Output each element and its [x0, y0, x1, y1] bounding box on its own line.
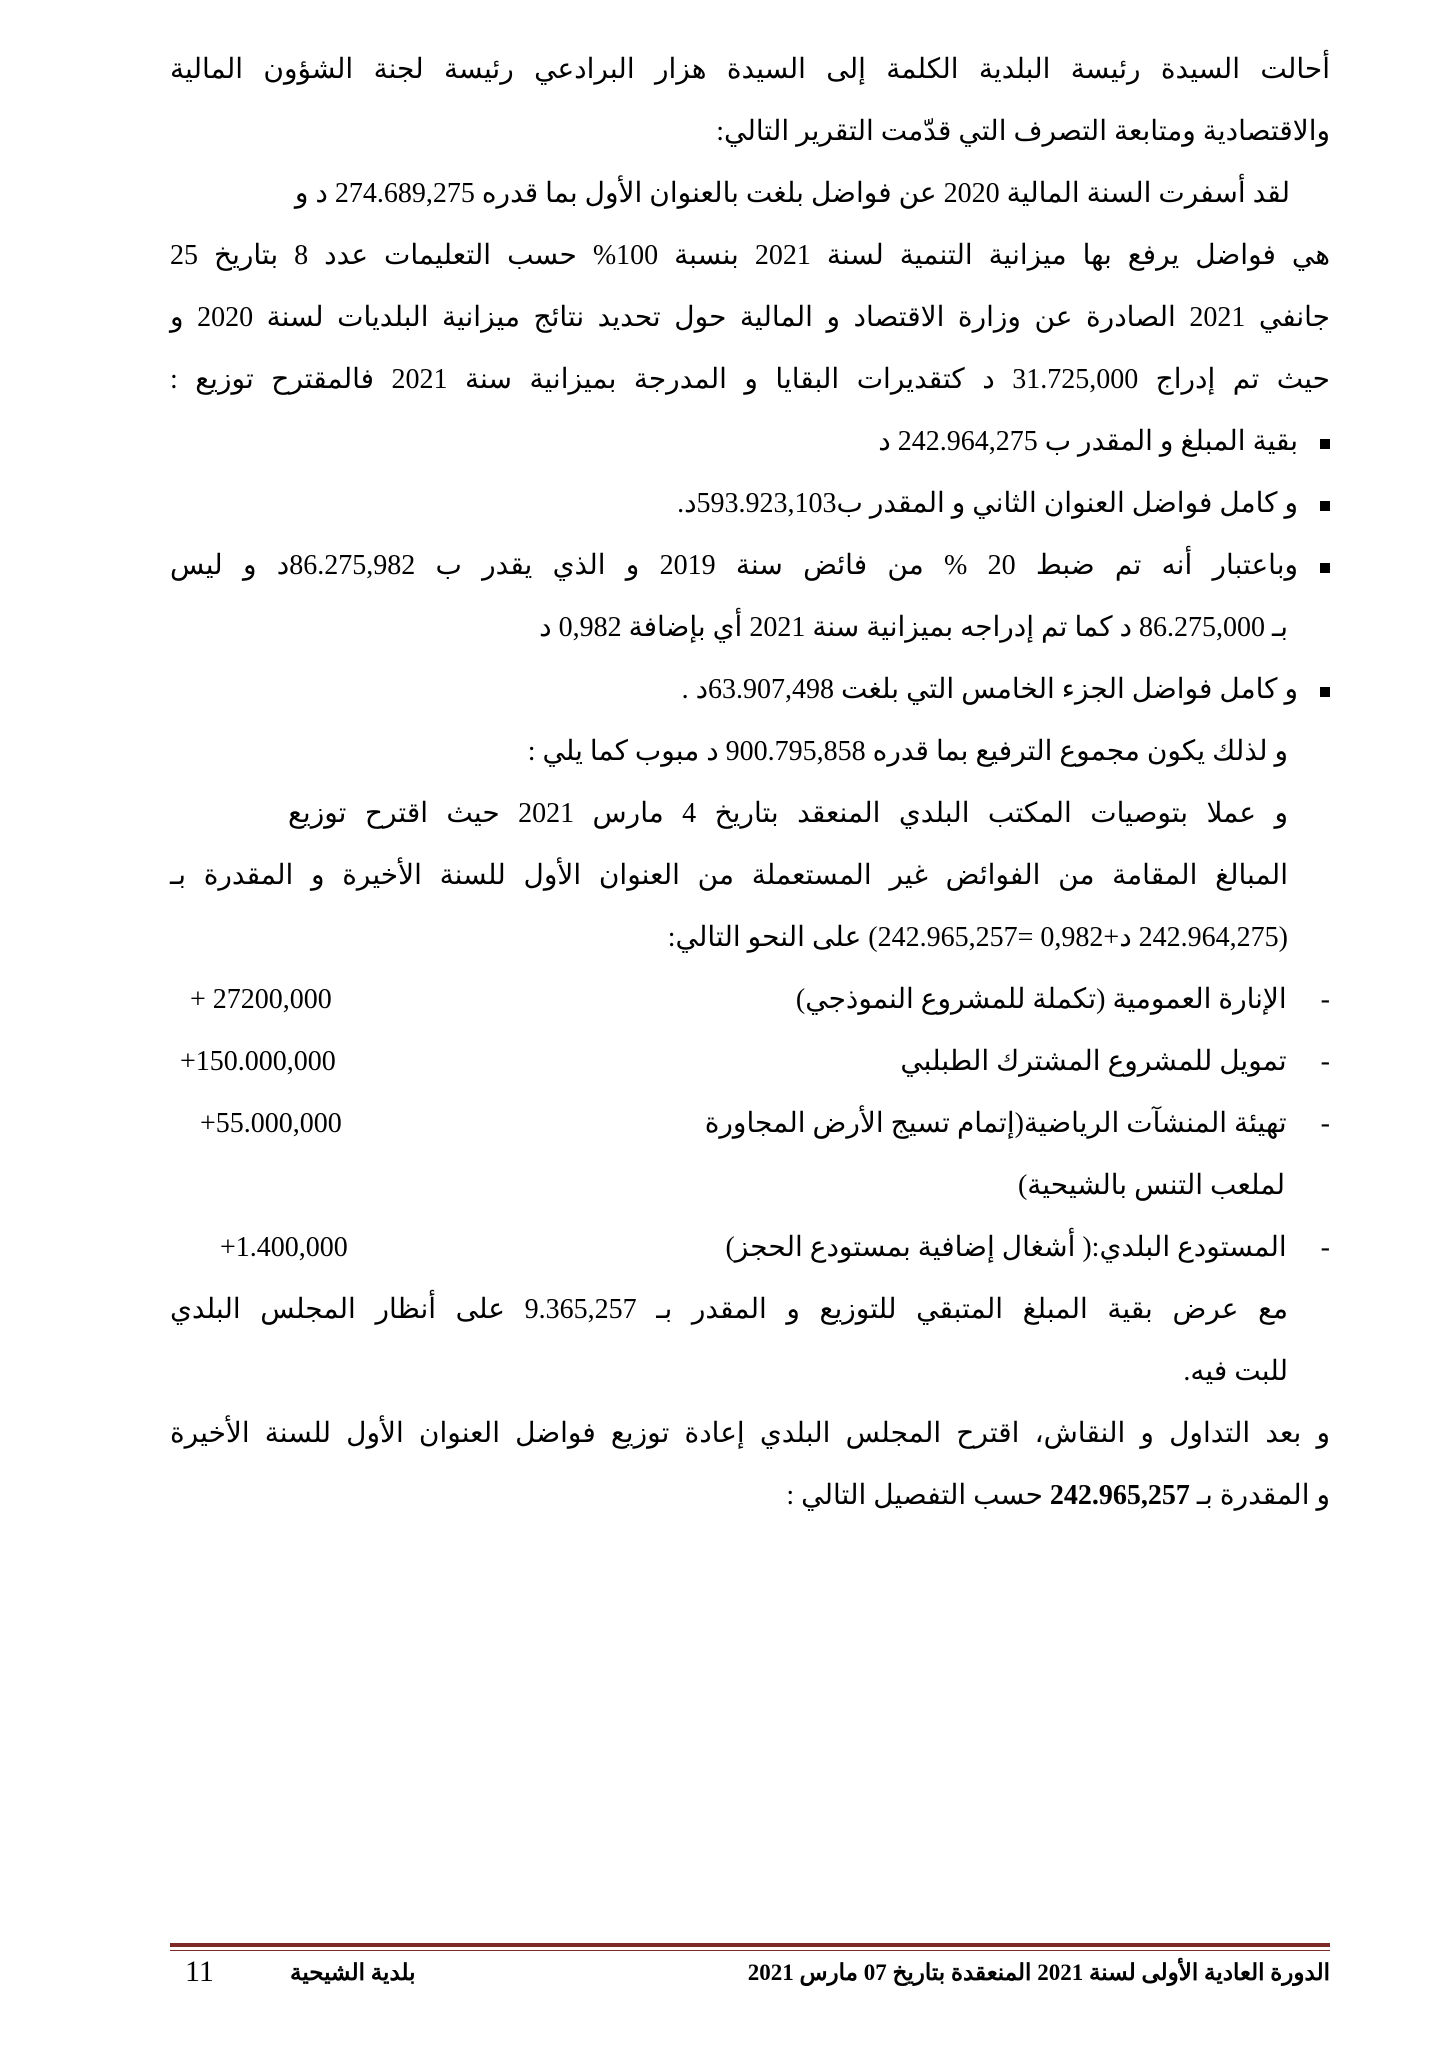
- bullet-square-icon: [1320, 563, 1330, 573]
- bullet-square-icon: [1320, 439, 1330, 449]
- bullet-square-icon: [1320, 687, 1330, 697]
- paragraph-line: هي فواضل يرفع بها ميزانية التنمية لسنة 2021 بنسبة 100% حسب التعليمات عدد 8 بتاريخ 25: [170, 240, 1331, 271]
- paragraph-line: للبت فيه.: [1183, 1356, 1288, 1387]
- paragraph-line: المبالغ المقامة من الفوائض غير المستعملة من العنوان الأول للسنة الأخيرة و المقدرة بـ: [170, 860, 1288, 891]
- paragraph-line: (242.964,275 د+0,982 =242.965,257) على النحو التالي:: [667, 922, 1288, 953]
- paragraph-line: لقد أسفرت السنة المالية 2020 عن فواضل بلغت بالعنوان الأول بما قدره 274.689,275 د و: [294, 178, 1290, 209]
- paragraph-line: أحالت السيدة رئيسة البلدية الكلمة إلى السيدة هزار البرادعي رئيسة لجنة الشؤون المالية: [170, 54, 1330, 85]
- allocation-item-continuation: لملعب التنس بالشيحية): [1017, 1170, 1285, 1201]
- allocation-amount: +1.400,000: [220, 1232, 348, 1263]
- document-page: [170, 40, 1330, 2000]
- footer-municipality: بلدية الشيحية: [290, 1960, 416, 1985]
- footer-rule-thin: [170, 1950, 1330, 1951]
- paragraph-line: و لذلك يكون مجموع الترفيع بما قدره 900.795,858 د مبوب كما يلي :: [527, 736, 1288, 767]
- bullet-item: بقية المبلغ و المقدر ب 242.964,275 د: [878, 422, 1330, 462]
- bullet-item: و كامل فواضل العنوان الثاني و المقدر ب593.923,103د.: [677, 484, 1330, 524]
- allocation-item: -تمويل للمشروع المشترك الطبلبي: [900, 1046, 1330, 1077]
- bullet-square-icon: [1320, 501, 1330, 511]
- paragraph-line: جانفي 2021 الصادرة عن وزارة الاقتصاد و المالية حول تحديد نتائج ميزانية البلديات لسنة 2020 و: [170, 302, 1330, 333]
- page-number: 11: [185, 1955, 214, 1988]
- paragraph-line: مع عرض بقية المبلغ المتبقي للتوزيع و المقدر بـ 9.365,257 على أنظار المجلس البلدي: [170, 1294, 1288, 1325]
- footer-session: الدورة العادية الأولى لسنة 2021 المنعقدة بتاريخ 07 مارس 2021: [747, 1960, 1330, 1985]
- paragraph-line: والاقتصادية ومتابعة التصرف التي قدّمت التقرير التالي:: [716, 116, 1330, 147]
- paragraph-line: و عملا بتوصيات المكتب البلدي المنعقد بتاريخ 4 مارس 2021 حيث اقترح توزيع: [288, 798, 1288, 829]
- allocation-amount: +150.000,000: [180, 1046, 336, 1077]
- bullet-item: وباعتبار أنه تم ضبط 20 % من فائض سنة 2019 و الذي يقدر ب 86.275,982د و ليس: [170, 546, 1330, 586]
- paragraph-line: و بعد التداول و النقاش، اقترح المجلس البلدي إعادة توزيع فواضل العنوان الأول للسنة الأخيرة: [170, 1418, 1330, 1449]
- bullet-continuation: بـ 86.275,000 د كما تم إدراجه بميزانية سنة 2021 أي بإضافة 0,982 د: [539, 612, 1288, 643]
- bullet-item: و كامل فواضل الجزء الخامس التي بلغت 63.907,498د .: [682, 670, 1330, 710]
- paragraph-line: حيث تم إدراج 31.725,000 د كتقديرات البقايا و المدرجة بميزانية سنة 2021 فالمقترح توزيع :: [170, 364, 1330, 395]
- allocation-item: -الإنارة العمومية (تكملة للمشروع النموذجي): [795, 984, 1330, 1015]
- total-amount: 242.965,257: [1049, 1480, 1190, 1511]
- allocation-item: -المستودع البلدي:( أشغال إضافية بمستودع الحجز): [725, 1232, 1330, 1263]
- paragraph-line: و المقدرة بـ 242.965,257 حسب التفصيل التالي :: [786, 1480, 1330, 1511]
- allocation-amount: +55.000,000: [200, 1108, 342, 1139]
- allocation-item: -تهيئة المنشآت الرياضية(إتمام تسيج الأرض المجاورة: [704, 1108, 1330, 1139]
- allocation-amount: + 27200,000: [190, 984, 332, 1015]
- footer-rule: [170, 1943, 1330, 1947]
